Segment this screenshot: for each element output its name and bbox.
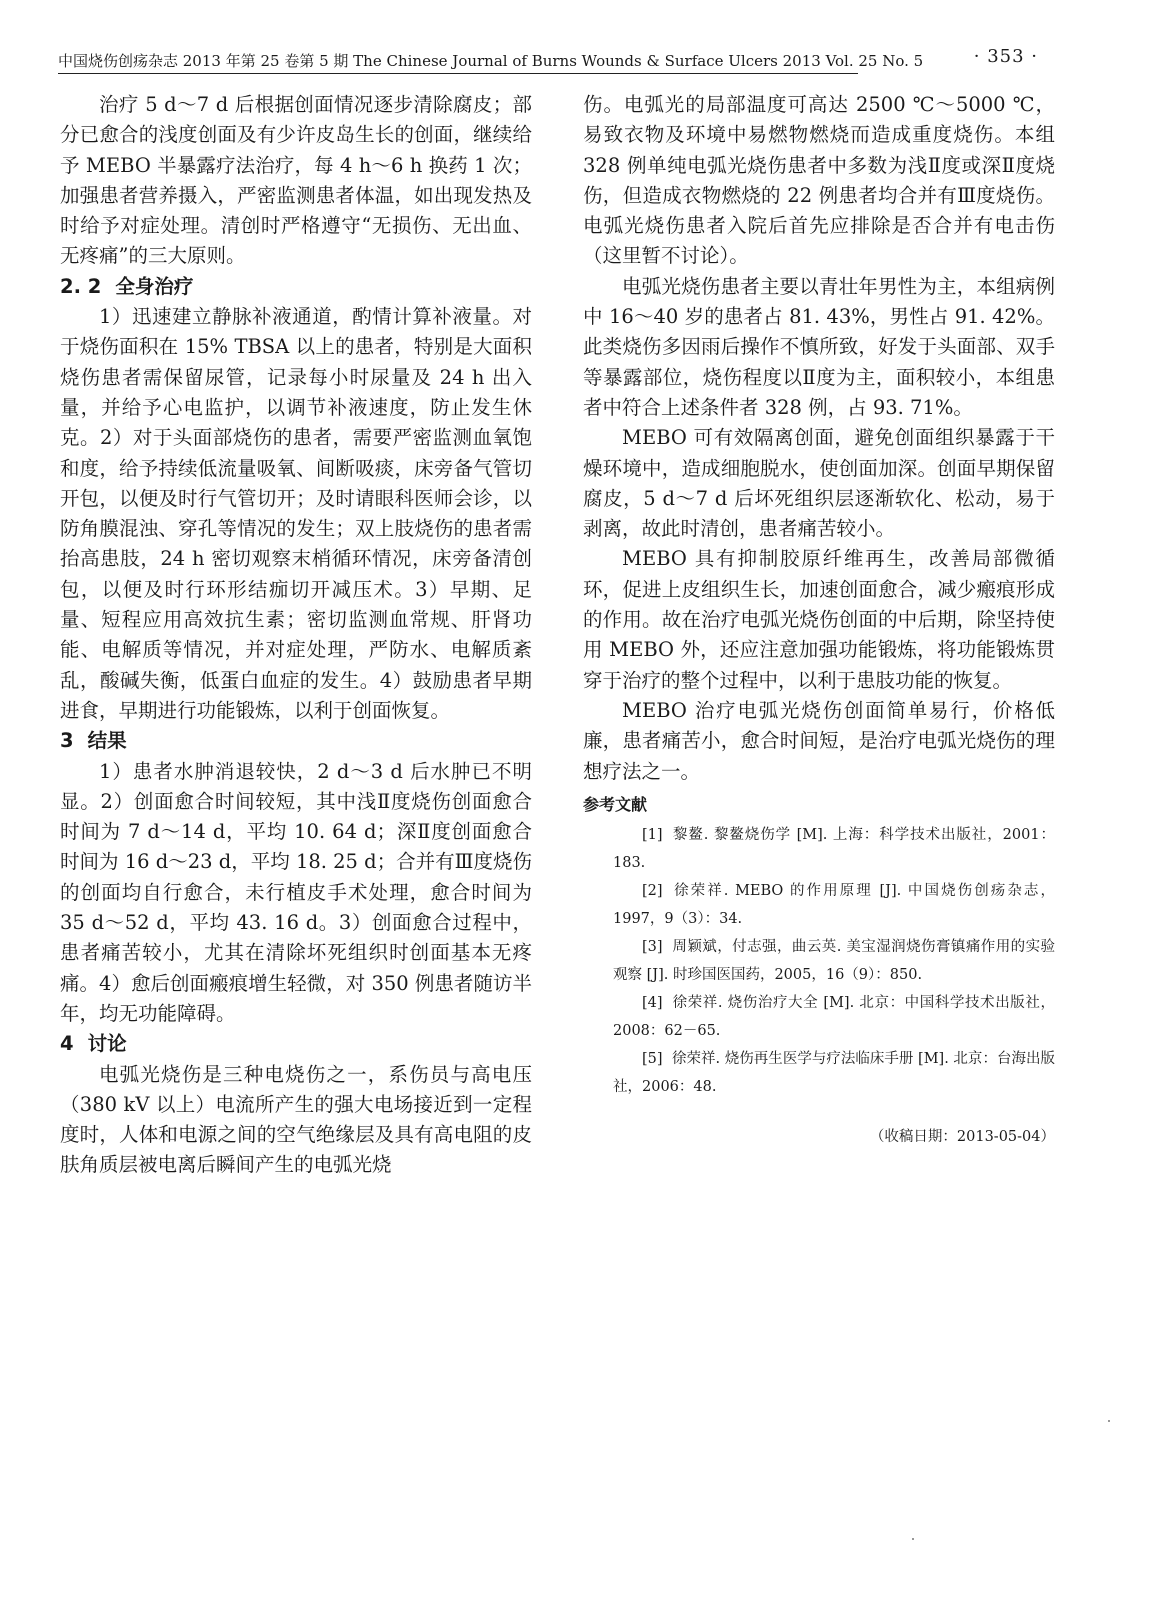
scan-speck [1108, 1420, 1110, 1422]
reference-item [583, 877, 1055, 933]
right-column [583, 90, 1055, 1149]
reference-text: 徐荣祥. 烧伤再生医学与疗法临床手册 [M]. 北京：台海出版社，2006：48. [613, 1050, 1055, 1095]
paragraph-demographics: 电弧光烧伤患者主要以青壮年男性为主，本组病例中 16～40 岁的患者占 81. 43%，男性占 91. 42%。此类烧伤多因雨后操作不慎所致，好发于头面部、双手等暴露部位，烧伤程度以Ⅱ度为主，面积较小，本组患者中符合上述条件者 328 例，占 93. 71%。 [583, 274, 1055, 419]
references-heading: 参考文献 [583, 794, 648, 814]
received-date: （收稿日期：2013-05-04） [869, 1128, 1055, 1145]
section-heading-4 [60, 1029, 532, 1059]
paragraph-conclusion: MEBO 治疗电弧光烧伤创面简单易行，价格低廉，患者痛苦小，愈合时间短，是治疗电弧光烧伤的理想疗法之一。 [583, 698, 1056, 783]
paragraph-systemic-treatment: 1）迅速建立静脉补液通道，酌情计算补液量。对于烧伤面积在 15% TBSA 以上的患者，特别是大面积烧伤患者需保留尿管，记录每小时尿量及 24 h 出入量，并给予心电监护，以调节补液速度，防止发生休克。2）对于头面部烧伤的患者，需要严密监测血氧饱和度，给予持续低流量吸氧、间断吸痰，床旁备气管切开包，以便及时行气管切开；及时请眼科医师会诊，以防角膜混浊、穿孔等情况的发生；双上肢烧伤的患者需抬高患肢，24 h 密切观察末梢循环情况，床旁备清创包，以便及时行环形结痂切开减压术。3）早期、足量、短程应用高效抗生素；密切监测血常规、肝肾功能、电解质等情况，并对症处理，严防水、电解质紊乱，酸碱失衡，低蛋白血症的发生。4）鼓励患者早期进食，早期进行功能锻炼，以利于创面恢复。 [60, 305, 532, 722]
reference-item [583, 821, 1055, 877]
page-number: · 353 · [973, 46, 1038, 67]
reference-item [583, 989, 1055, 1045]
paragraph-local-treatment-cont: 治疗 5 d～7 d 后根据创面情况逐步清除腐皮；部分已愈合的浅度创面及有少许皮岛生长的创面，继续给予 MEBO 半暴露疗法治疗，每 4 h～6 h 换药 1 次；加强患者营养摄入，严密监测患者体温，如出现发热及时给予对症处理。清创时严格遵守“无损伤、无出血、无疼痛”的三大原则。 [60, 93, 532, 268]
reference-number: [3] [642, 938, 663, 955]
reference-text: 徐荣祥. 烧伤治疗大全 [M]. 北京：中国科学技术出版社，2008：62－65. [613, 994, 1055, 1039]
paragraph-mebo-scar: MEBO 具有抑制胶原纤维再生，改善局部微循环，促进上皮组织生长，加速创面愈合，减少瘢痕形成的作用。故在治疗电弧光烧伤创面的中后期，除坚持使用 MEBO 外，还应注意加强功能锻炼，将功能锻炼贯穿于治疗的整个过程中，以利于患肢功能的恢复。 [583, 547, 1056, 692]
section-title: 结果 [87, 729, 127, 753]
journal-citation: 中国烧伤创疡杂志 2013 年第 25 卷第 5 期 The Chinese Journal of Burns Wounds & Surface Ulcers 2013 Vol. 25 No. 5 [58, 52, 924, 70]
reference-text: 周颖斌，付志强，曲云英. 美宝湿润烧伤膏镇痛作用的实验观察 [J]. 时珍国医国药，2005，16（9）：850. [613, 938, 1055, 983]
running-header [58, 44, 1058, 74]
reference-number: [1] [642, 826, 663, 843]
reference-number: [4] [642, 994, 663, 1011]
section-number: 2. 2 [60, 274, 102, 298]
paragraph-results: 1）患者水肿消退较快，2 d～3 d 后水肿已不明显。2）创面愈合时间较短，其中浅Ⅱ度烧伤创面愈合时间为 7 d～14 d，平均 10. 64 d；深Ⅱ度创面愈合时间为 16 d～23 d，平均 18. 25 d；合并有Ⅲ度烧伤的创面均自行愈合，未行植皮手术处理，愈合时间为 35 d～52 d，平均 43. 16 d。3）创面愈合过程中，患者痛苦较小，尤其在清除坏死组织时创面基本无疼痛。4）愈后创面瘢痕增生轻微，对 350 例患者随访半年，均无功能障碍。 [60, 759, 532, 1025]
reference-number: [2] [642, 882, 663, 899]
paragraph-discussion-cont: 伤。电弧光的局部温度可高达 2500 ℃～5000 ℃，易致衣物及环境中易燃物燃烧而造成重度烧伤。本组 328 例单纯电弧光烧伤患者中多数为浅Ⅱ度或深Ⅱ度烧伤，但造成衣物燃烧的 22 例患者均合并有Ⅲ度烧伤。电弧光烧伤患者入院后首先应排除是否合并有电击伤（这里暂不讨论）。 [583, 93, 1055, 268]
section-title: 全身治疗 [115, 274, 194, 298]
references-list [583, 821, 1055, 1101]
reference-text: 黎鳌. 黎鳌烧伤学 [M]. 上海：科学技术出版社，2001：183. [613, 826, 1055, 871]
paragraph-discussion: 电弧光烧伤是三种电烧伤之一，系伤员与高电压（380 kV 以上）电流所产生的强大电场接近到一定程度时，人体和电源之间的空气绝缘层及具有高电阻的皮肤角质层被电离后瞬间产生的电弧光烧 [60, 1062, 532, 1177]
section-number: 4 [60, 1032, 74, 1056]
reference-item [583, 1045, 1055, 1101]
header-rule [58, 73, 858, 74]
scan-speck [912, 1538, 914, 1540]
section-title: 讨论 [87, 1032, 127, 1056]
left-column [60, 90, 532, 1181]
reference-item [583, 933, 1055, 989]
section-number: 3 [60, 729, 74, 753]
section-heading-2-2 [60, 272, 532, 302]
paragraph-mebo-isolation: MEBO 可有效隔离创面，避免创面组织暴露于干燥环境中，造成细胞脱水，使创面加深。创面早期保留腐皮，5 d～7 d 后坏死组织层逐渐软化、松动，易于剥离，故此时清创，患者痛苦较小。 [583, 426, 1055, 541]
section-heading-3 [60, 726, 532, 756]
reference-number: [5] [642, 1050, 663, 1067]
reference-text: 徐荣祥. MEBO 的作用原理 [J]. 中国烧伤创疡杂志，1997，9（3）：34. [613, 882, 1055, 927]
